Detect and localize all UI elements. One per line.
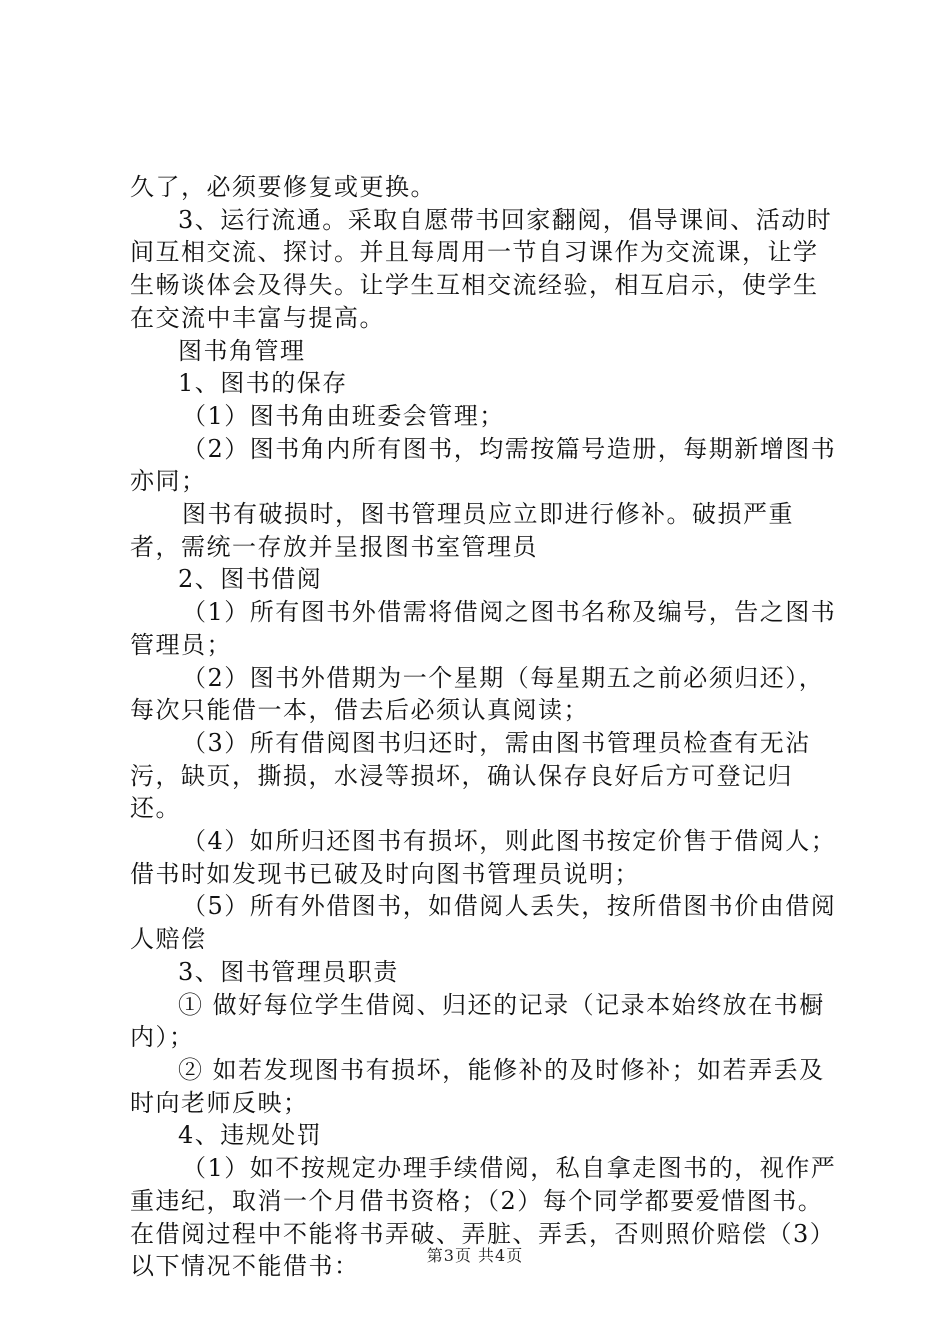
duty-item-2: ② 如若发现图书有损坏，能修补的及时修补；如若弄丢及时向老师反映；: [130, 1055, 825, 1117]
borrowing-rule-1: （1）所有图书外借需将借阅之图书名称及编号，告之图书管理员；: [130, 598, 837, 659]
subsection-heading-librarian-duties: 3、图书管理员职责: [178, 957, 399, 986]
document-body: [130, 171, 840, 1283]
subsection-heading-penalties: 4、违规处罚: [178, 1121, 323, 1150]
borrowing-rule-5: （5）所有外借图书，如借阅人丢失，按所借图书价由借阅人赔偿: [130, 892, 837, 954]
storage-rule-damage: 图书有破损时，图书管理员应立即进行修补。破损严重者，需统一存放并呈报图书室管理员: [130, 500, 794, 561]
paragraph-continuation: 久了，必须要修复或更换。: [130, 173, 436, 201]
borrowing-rule-2: （2）图书外借期为一个星期（每星期五之前必须归还），每次只能借一本，借去后必须认真阅读；: [130, 663, 825, 725]
storage-rule-1: （1）图书角由班委会管理；: [182, 401, 505, 430]
subsection-heading-storage: 1、图书的保存: [178, 369, 348, 398]
subsection-heading-borrowing: 2、图书借阅: [178, 565, 323, 594]
storage-rule-2: （2）图书角内所有图书，均需按篇号造册，每期新增图书亦同；: [130, 434, 837, 496]
borrowing-rule-4: （4）如所归还图书有损坏，则此图书按定价售于借阅人；借书时如发现书已破及时向图书管理员说明；: [130, 827, 837, 888]
penalty-rules: （1）如不按规定办理手续借阅，私自拿走图书的，视作严重违纪，取消一个月借书资格；（2）每个同学都要爱惜图书。在借阅过程中不能将书弄破、弄脏、弄丢，否则照价赔偿（3）以下情况不能借书：: [130, 1154, 837, 1281]
duty-item-1: ① 做好每位学生借阅、归还的记录（记录本始终放在书橱内）；: [130, 990, 825, 1052]
section-heading-book-corner: 图书角管理: [178, 336, 306, 365]
page-footer: 第3页 共4页: [426, 1246, 524, 1265]
paragraph-circulation: 3、运行流通。采取自愿带书回家翻阅，倡导课间、活动时间互相交流、探讨。并且每周用一节自习课作为交流课，让学生畅谈体会及得失。让学生互相交流经验，相互启示，使学生在交流中丰富与提高。: [130, 205, 833, 332]
borrowing-rule-3: （3）所有借阅图书归还时，需由图书管理员检查有无沾污，缺页，撕损，水浸等损坏，确认保存良好后方可登记归还。: [130, 728, 811, 823]
